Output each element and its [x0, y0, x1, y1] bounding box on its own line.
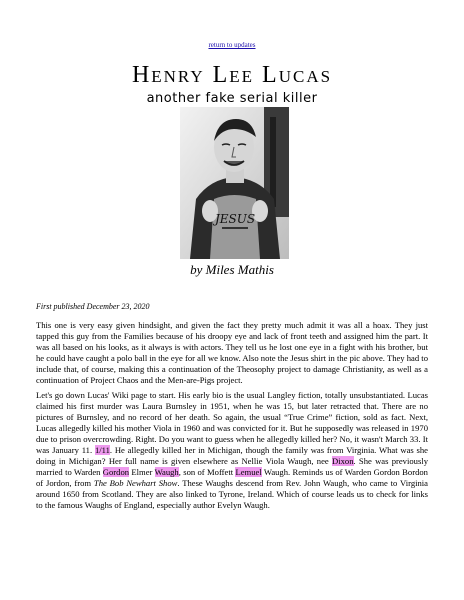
- published-date: First published December 23, 2020: [36, 302, 150, 311]
- portrait-illustration: [180, 107, 289, 259]
- page-title: Henry Lee Lucas: [131, 62, 333, 88]
- byline: by Miles Mathis: [190, 262, 274, 277]
- highlight-waugh: Waugh: [154, 467, 179, 477]
- text-segment: Elmer: [131, 467, 153, 477]
- shirt-text: JESUS: [214, 212, 256, 226]
- portrait-photo: [180, 107, 289, 259]
- highlight-date: 1/11: [94, 445, 110, 455]
- text-segment: . He allegedly killed her in Michigan, though the family was from Virginia. What was she doing in Michigan? Her full name is given elsewhere as Nellie Viola Waugh, nee: [36, 445, 428, 466]
- text-segment: Let's go down Lucas' Wiki page to start. His early bio is the usual Langley fiction, totally unsubstantiated. Lucas claimed his first murder was Laura Burnsley in 1951, when he was 15, but later retracted that. There are no pictures of Burnsley, and no record of her death. So again, the usual “True Crime” fiction, sold as fact. Next, Lucas allegedly killed his mother Viola in 1960 and was convicted for it. But he supposedly was released in 1970 due to prison overcrowding. Right. Do you want to guess when he allegedly killed her? No, it wasn't March 33. It was January 11.: [36, 390, 428, 455]
- return-to-updates-link[interactable]: return to updates: [208, 41, 256, 49]
- paragraph-intro: This one is very easy given hindsight, and given the fact they pretty much admit it was all a hoax. They just tapped this guy from the Families because of his droopy eye and lack of front teeth and assigned him the part. It was all based on his looks, as it always is with actors. They tell us he lost one eye in a fight with his brother, but he could have caught a polo ball in the eye for all we know. Also note the Jesus shirt in the pic above. They had to include that, of course, making this a continuation of the Theosophy project to damage Christianity, as well as a continuation of Project Chaos and the Men-are-Pigs project.: [36, 320, 428, 385]
- text-segment: . These Waughs descend from Rev. John Waugh, who came to Virginia around 1650 from Scotland. They are also linked to Tyrone, Ireland. Which of course leads us to check for links to the famous Waughs of England, especially author Evelyn Waugh.: [36, 478, 428, 510]
- highlight-gordon: Gordon: [102, 467, 130, 477]
- return-link-container: [0, 41, 464, 49]
- show-title: The Bob Newhart Show: [93, 478, 178, 488]
- paragraph-wiki: [36, 390, 428, 511]
- text-segment: . She was previously married to Warden: [36, 456, 428, 477]
- page-subtitle: another fake serial killer: [146, 91, 318, 106]
- highlight-dixon: Dixon: [332, 456, 354, 466]
- text-segment: , son of Moffett: [178, 467, 234, 477]
- highlight-lemuel: Lemuel: [235, 467, 262, 477]
- text-segment: Waugh. Reminds us of Warden Gordon Bordon of Jordon, from: [36, 467, 428, 488]
